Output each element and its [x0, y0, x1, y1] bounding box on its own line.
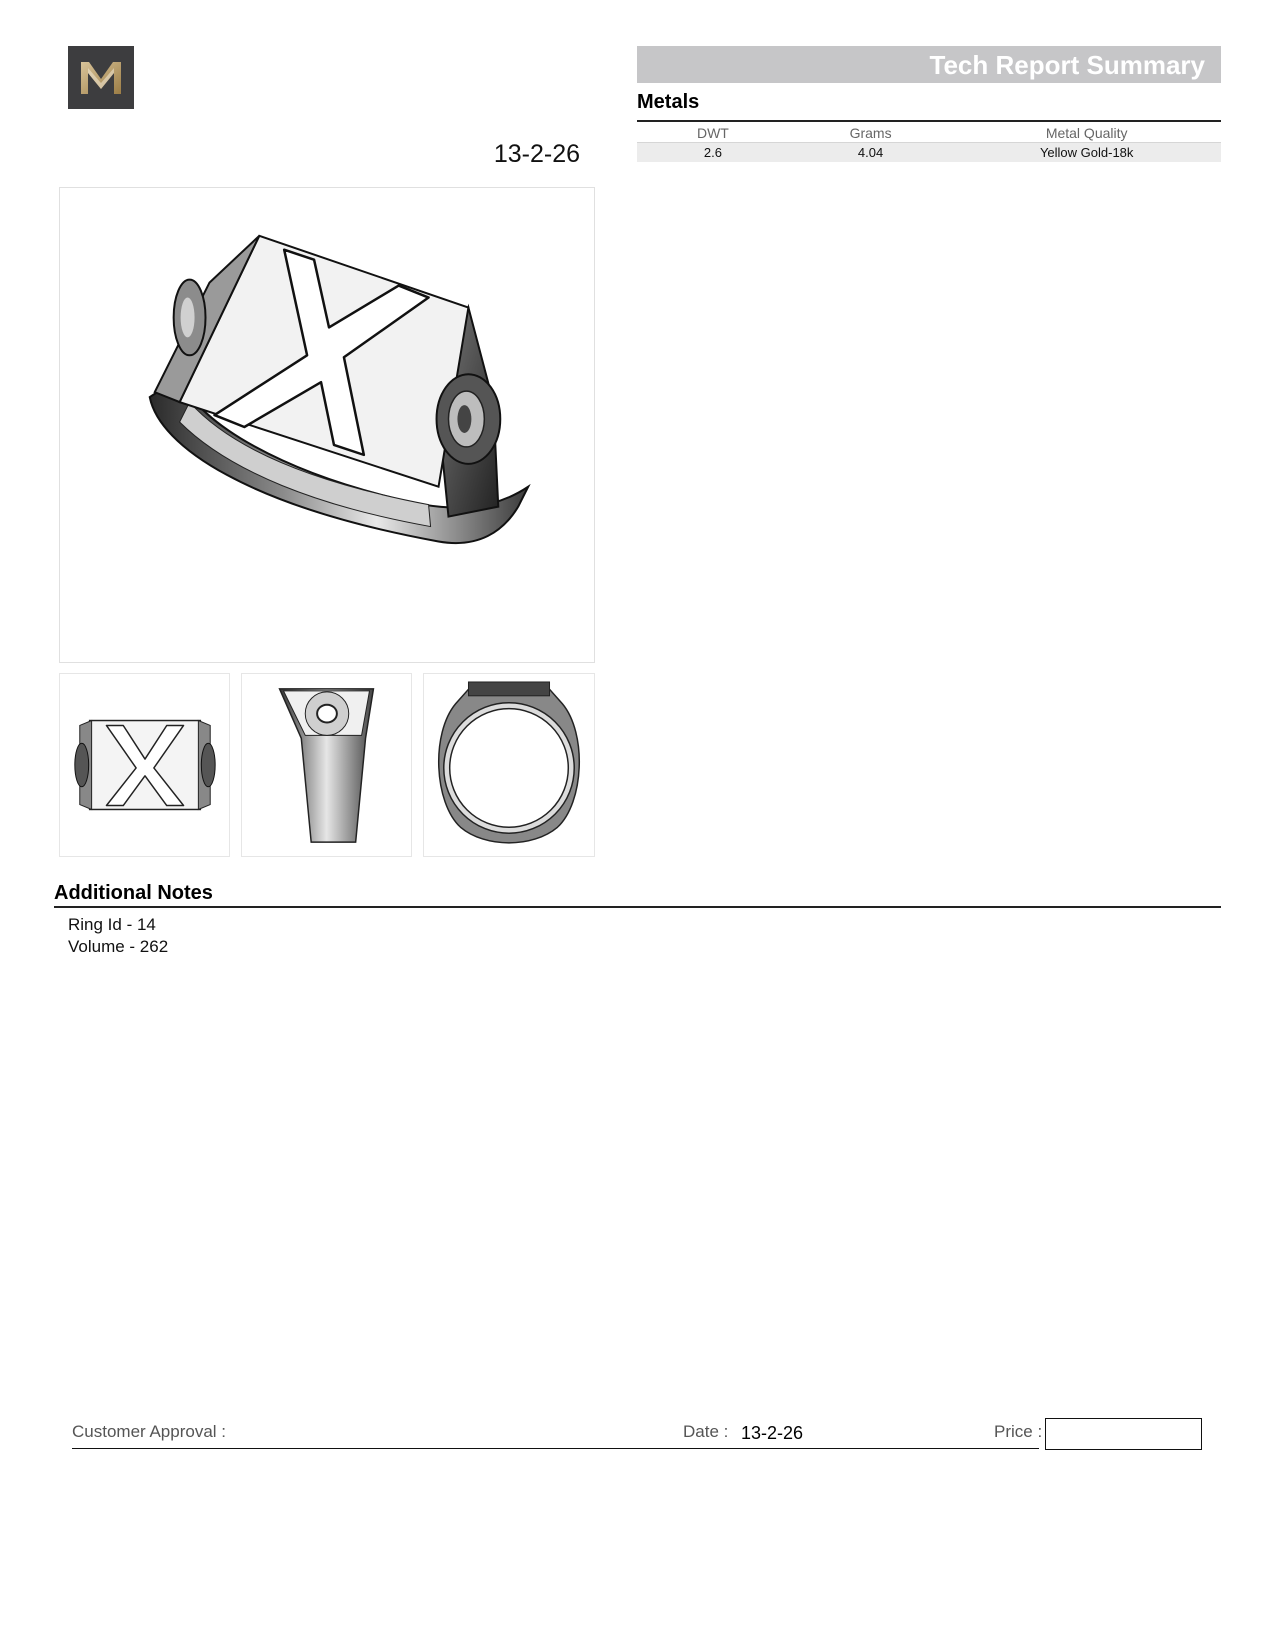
- customer-approval-label: Customer Approval :: [72, 1422, 227, 1441]
- signature-line[interactable]: [72, 1448, 1039, 1449]
- summary-title: Tech Report Summary: [929, 50, 1205, 80]
- cell-metal-quality: Yellow Gold-18k: [952, 142, 1221, 162]
- metals-section-title: Metals: [637, 91, 700, 113]
- price-field[interactable]: [1045, 1418, 1202, 1450]
- notes-list: [68, 914, 168, 958]
- ring-top-view-icon: [60, 674, 229, 856]
- ring-front-view-icon: [424, 674, 594, 856]
- ring-thumbnail-front: [423, 673, 595, 857]
- metals-table-header-row: [637, 122, 1221, 142]
- footer-date-value: 13-2-26: [741, 1423, 804, 1443]
- report-date: 13-2-26: [493, 140, 580, 168]
- footer-date-label: Date :: [683, 1422, 729, 1441]
- column-header-grams: Grams: [849, 124, 892, 141]
- ring-thumbnail-top: [59, 673, 230, 857]
- company-logo: [68, 46, 134, 109]
- monogram-m-logo-icon: [68, 46, 134, 109]
- notes-divider: [54, 906, 1221, 908]
- cell-dwt: 2.6: [637, 142, 789, 162]
- ring-thumbnail-side: [241, 673, 412, 857]
- list-item: Ring Id - 14: [68, 915, 156, 934]
- column-header-metal-quality: Metal Quality: [1045, 124, 1128, 141]
- table-row: [637, 142, 1221, 162]
- column-header-dwt: DWT: [696, 124, 729, 141]
- ring-main-image: [59, 187, 595, 663]
- metals-table: [637, 122, 1221, 162]
- price-label: Price :: [994, 1422, 1043, 1441]
- summary-header-bar: [637, 46, 1221, 83]
- ring-side-view-icon: [242, 674, 411, 856]
- cell-grams: 4.04: [789, 142, 953, 162]
- notes-section-title: Additional Notes: [54, 882, 213, 904]
- list-item: Volume - 262: [68, 937, 169, 956]
- ring-perspective-icon: [60, 188, 594, 662]
